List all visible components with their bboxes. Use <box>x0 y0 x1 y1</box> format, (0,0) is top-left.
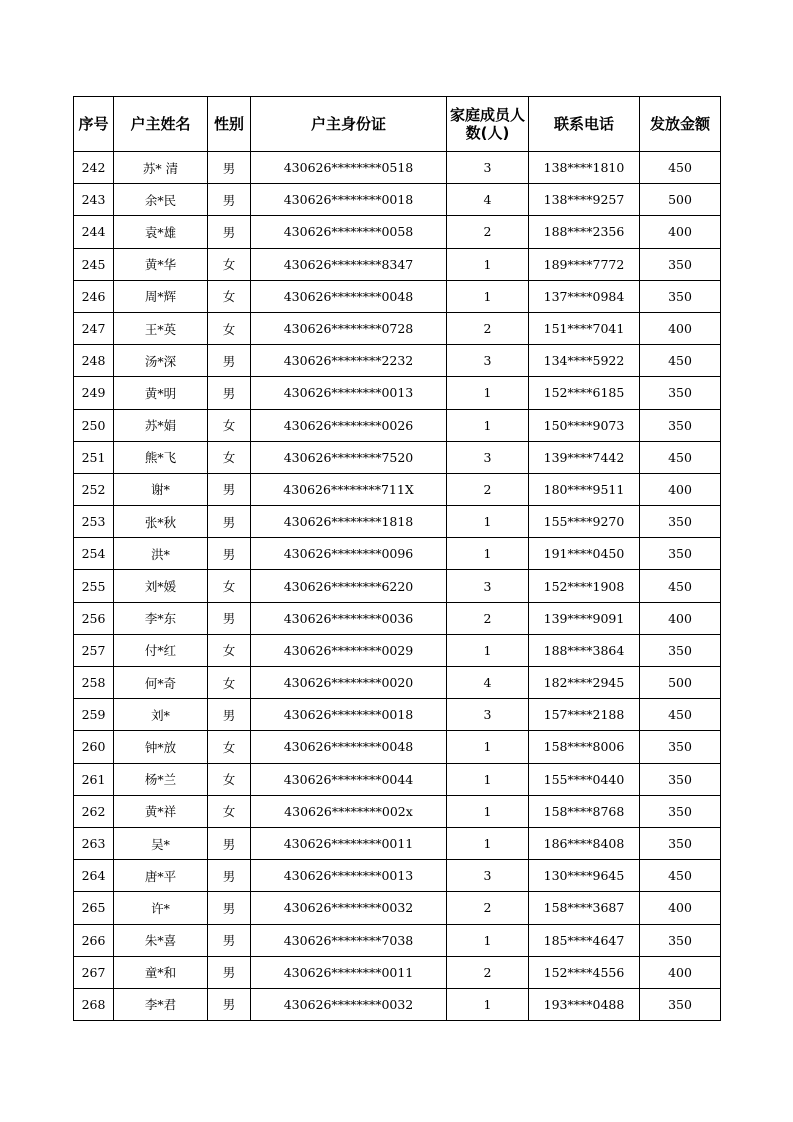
cell-phone: 189****7772 <box>529 248 640 280</box>
cell-phone: 180****9511 <box>529 473 640 505</box>
cell-gender: 女 <box>208 280 251 312</box>
cell-family-members: 1 <box>447 280 529 312</box>
cell-serial-number: 251 <box>74 441 114 473</box>
cell-family-members: 1 <box>447 409 529 441</box>
cell-id-number: 430626********7038 <box>251 924 447 956</box>
cell-family-members: 1 <box>447 377 529 409</box>
cell-householder-name: 钟*放 <box>114 731 208 763</box>
cell-family-members: 3 <box>447 570 529 602</box>
cell-gender: 女 <box>208 312 251 344</box>
cell-gender: 女 <box>208 441 251 473</box>
cell-phone: 151****7041 <box>529 312 640 344</box>
cell-gender: 女 <box>208 667 251 699</box>
cell-householder-name: 苏* 清 <box>114 152 208 184</box>
cell-id-number: 430626********0032 <box>251 892 447 924</box>
cell-amount: 450 <box>640 860 721 892</box>
cell-gender: 男 <box>208 860 251 892</box>
cell-phone: 155****9270 <box>529 506 640 538</box>
table-row <box>74 248 721 280</box>
cell-phone: 139****7442 <box>529 441 640 473</box>
cell-family-members: 3 <box>447 345 529 377</box>
cell-family-members: 1 <box>447 924 529 956</box>
cell-family-members: 1 <box>447 988 529 1020</box>
table-row <box>74 184 721 216</box>
cell-gender: 男 <box>208 184 251 216</box>
cell-serial-number: 257 <box>74 634 114 666</box>
cell-amount: 500 <box>640 184 721 216</box>
cell-id-number: 430626********0029 <box>251 634 447 666</box>
cell-id-number: 430626********0048 <box>251 280 447 312</box>
cell-phone: 150****9073 <box>529 409 640 441</box>
cell-serial-number: 261 <box>74 763 114 795</box>
header-serial-number: 序号 <box>74 97 114 152</box>
cell-serial-number: 252 <box>74 473 114 505</box>
cell-phone: 155****0440 <box>529 763 640 795</box>
cell-id-number: 430626********0026 <box>251 409 447 441</box>
cell-serial-number: 259 <box>74 699 114 731</box>
cell-amount: 350 <box>640 506 721 538</box>
table-header <box>74 97 721 152</box>
cell-gender: 男 <box>208 956 251 988</box>
cell-householder-name: 黄*华 <box>114 248 208 280</box>
cell-phone: 134****5922 <box>529 345 640 377</box>
cell-serial-number: 255 <box>74 570 114 602</box>
cell-gender: 男 <box>208 216 251 248</box>
cell-householder-name: 刘* <box>114 699 208 731</box>
cell-family-members: 3 <box>447 152 529 184</box>
cell-gender: 男 <box>208 473 251 505</box>
cell-serial-number: 254 <box>74 538 114 570</box>
cell-serial-number: 262 <box>74 795 114 827</box>
cell-householder-name: 张*秋 <box>114 506 208 538</box>
cell-amount: 400 <box>640 602 721 634</box>
cell-serial-number: 264 <box>74 860 114 892</box>
cell-amount: 450 <box>640 345 721 377</box>
cell-phone: 188****3864 <box>529 634 640 666</box>
header-family-members: 家庭成员人数(人) <box>447 97 529 152</box>
cell-family-members: 2 <box>447 473 529 505</box>
cell-householder-name: 周*辉 <box>114 280 208 312</box>
cell-family-members: 4 <box>447 184 529 216</box>
cell-family-members: 1 <box>447 827 529 859</box>
table-row <box>74 667 721 699</box>
cell-phone: 186****8408 <box>529 827 640 859</box>
table-row <box>74 956 721 988</box>
table-row <box>74 280 721 312</box>
cell-householder-name: 黄*明 <box>114 377 208 409</box>
cell-householder-name: 唐*平 <box>114 860 208 892</box>
cell-householder-name: 苏*娟 <box>114 409 208 441</box>
cell-serial-number: 268 <box>74 988 114 1020</box>
cell-amount: 350 <box>640 763 721 795</box>
table-row <box>74 570 721 602</box>
table-row <box>74 312 721 344</box>
cell-serial-number: 249 <box>74 377 114 409</box>
cell-id-number: 430626********0044 <box>251 763 447 795</box>
cell-amount: 350 <box>640 731 721 763</box>
cell-amount: 400 <box>640 892 721 924</box>
cell-householder-name: 熊*飞 <box>114 441 208 473</box>
cell-amount: 450 <box>640 570 721 602</box>
cell-householder-name: 吴* <box>114 827 208 859</box>
cell-id-number: 430626********0013 <box>251 860 447 892</box>
cell-gender: 女 <box>208 409 251 441</box>
cell-serial-number: 245 <box>74 248 114 280</box>
cell-family-members: 1 <box>447 506 529 538</box>
header-householder-name: 户主姓名 <box>114 97 208 152</box>
cell-id-number: 430626********6220 <box>251 570 447 602</box>
cell-amount: 400 <box>640 216 721 248</box>
cell-gender: 男 <box>208 892 251 924</box>
cell-serial-number: 258 <box>74 667 114 699</box>
cell-gender: 男 <box>208 345 251 377</box>
cell-phone: 158****8768 <box>529 795 640 827</box>
cell-householder-name: 杨*兰 <box>114 763 208 795</box>
cell-amount: 350 <box>640 248 721 280</box>
cell-householder-name: 李*东 <box>114 602 208 634</box>
cell-id-number: 430626********0048 <box>251 731 447 763</box>
table-row <box>74 602 721 634</box>
cell-gender: 女 <box>208 763 251 795</box>
cell-amount: 350 <box>640 988 721 1020</box>
cell-id-number: 430626********0036 <box>251 602 447 634</box>
cell-serial-number: 242 <box>74 152 114 184</box>
cell-family-members: 3 <box>447 699 529 731</box>
cell-gender: 男 <box>208 538 251 570</box>
cell-amount: 350 <box>640 538 721 570</box>
cell-serial-number: 267 <box>74 956 114 988</box>
header-row <box>74 97 721 152</box>
cell-family-members: 1 <box>447 731 529 763</box>
table-body <box>74 152 721 1021</box>
cell-householder-name: 余*民 <box>114 184 208 216</box>
cell-family-members: 2 <box>447 956 529 988</box>
table-row <box>74 795 721 827</box>
header-phone: 联系电话 <box>529 97 640 152</box>
cell-id-number: 430626********0018 <box>251 699 447 731</box>
cell-gender: 男 <box>208 924 251 956</box>
cell-amount: 400 <box>640 473 721 505</box>
cell-id-number: 430626********0020 <box>251 667 447 699</box>
table-row <box>74 473 721 505</box>
cell-phone: 152****1908 <box>529 570 640 602</box>
cell-family-members: 2 <box>447 216 529 248</box>
table-row <box>74 827 721 859</box>
table-row <box>74 924 721 956</box>
cell-phone: 137****0984 <box>529 280 640 312</box>
cell-id-number: 430626********0096 <box>251 538 447 570</box>
cell-phone: 182****2945 <box>529 667 640 699</box>
cell-householder-name: 王*英 <box>114 312 208 344</box>
cell-family-members: 1 <box>447 634 529 666</box>
cell-gender: 女 <box>208 731 251 763</box>
cell-amount: 400 <box>640 312 721 344</box>
cell-family-members: 3 <box>447 860 529 892</box>
cell-id-number: 430626********0728 <box>251 312 447 344</box>
cell-id-number: 430626********711X <box>251 473 447 505</box>
cell-householder-name: 谢* <box>114 473 208 505</box>
cell-householder-name: 何*奇 <box>114 667 208 699</box>
cell-serial-number: 250 <box>74 409 114 441</box>
cell-amount: 350 <box>640 280 721 312</box>
cell-phone: 130****9645 <box>529 860 640 892</box>
cell-id-number: 430626********2232 <box>251 345 447 377</box>
cell-phone: 157****2188 <box>529 699 640 731</box>
cell-phone: 185****4647 <box>529 924 640 956</box>
cell-phone: 152****4556 <box>529 956 640 988</box>
table-row <box>74 441 721 473</box>
cell-id-number: 430626********7520 <box>251 441 447 473</box>
cell-amount: 500 <box>640 667 721 699</box>
cell-serial-number: 246 <box>74 280 114 312</box>
cell-gender: 男 <box>208 699 251 731</box>
cell-phone: 188****2356 <box>529 216 640 248</box>
header-amount: 发放金额 <box>640 97 721 152</box>
cell-householder-name: 袁*雄 <box>114 216 208 248</box>
table-row <box>74 731 721 763</box>
cell-gender: 男 <box>208 988 251 1020</box>
cell-serial-number: 266 <box>74 924 114 956</box>
cell-gender: 女 <box>208 570 251 602</box>
cell-gender: 女 <box>208 634 251 666</box>
table-row <box>74 216 721 248</box>
cell-gender: 男 <box>208 602 251 634</box>
cell-id-number: 430626********002x <box>251 795 447 827</box>
cell-phone: 191****0450 <box>529 538 640 570</box>
table-row <box>74 763 721 795</box>
cell-serial-number: 247 <box>74 312 114 344</box>
cell-id-number: 430626********0011 <box>251 827 447 859</box>
cell-householder-name: 朱*喜 <box>114 924 208 956</box>
cell-family-members: 2 <box>447 312 529 344</box>
cell-householder-name: 李*君 <box>114 988 208 1020</box>
table-row <box>74 634 721 666</box>
cell-householder-name: 付*红 <box>114 634 208 666</box>
cell-householder-name: 童*和 <box>114 956 208 988</box>
cell-phone: 158****8006 <box>529 731 640 763</box>
cell-family-members: 1 <box>447 763 529 795</box>
cell-serial-number: 244 <box>74 216 114 248</box>
cell-gender: 男 <box>208 152 251 184</box>
cell-householder-name: 洪* <box>114 538 208 570</box>
cell-amount: 350 <box>640 634 721 666</box>
cell-gender: 男 <box>208 377 251 409</box>
cell-phone: 138****9257 <box>529 184 640 216</box>
cell-amount: 350 <box>640 409 721 441</box>
cell-amount: 350 <box>640 795 721 827</box>
cell-serial-number: 260 <box>74 731 114 763</box>
cell-family-members: 1 <box>447 795 529 827</box>
cell-householder-name: 汤*深 <box>114 345 208 377</box>
table-row <box>74 538 721 570</box>
cell-householder-name: 许* <box>114 892 208 924</box>
cell-amount: 450 <box>640 441 721 473</box>
cell-phone: 158****3687 <box>529 892 640 924</box>
cell-amount: 400 <box>640 956 721 988</box>
cell-serial-number: 248 <box>74 345 114 377</box>
cell-serial-number: 253 <box>74 506 114 538</box>
subsidy-table <box>73 96 721 1021</box>
cell-phone: 193****0488 <box>529 988 640 1020</box>
cell-phone: 139****9091 <box>529 602 640 634</box>
cell-gender: 男 <box>208 827 251 859</box>
table-row <box>74 409 721 441</box>
table-row <box>74 988 721 1020</box>
cell-gender: 女 <box>208 795 251 827</box>
cell-id-number: 430626********0518 <box>251 152 447 184</box>
cell-phone: 152****6185 <box>529 377 640 409</box>
cell-amount: 350 <box>640 827 721 859</box>
table-row <box>74 892 721 924</box>
cell-id-number: 430626********0018 <box>251 184 447 216</box>
cell-id-number: 430626********8347 <box>251 248 447 280</box>
cell-family-members: 2 <box>447 892 529 924</box>
cell-id-number: 430626********0032 <box>251 988 447 1020</box>
cell-serial-number: 256 <box>74 602 114 634</box>
cell-id-number: 430626********1818 <box>251 506 447 538</box>
cell-amount: 450 <box>640 152 721 184</box>
table-row <box>74 506 721 538</box>
cell-householder-name: 黄*祥 <box>114 795 208 827</box>
table-row <box>74 345 721 377</box>
cell-family-members: 1 <box>447 248 529 280</box>
header-id-number: 户主身份证 <box>251 97 447 152</box>
cell-householder-name: 刘*媛 <box>114 570 208 602</box>
cell-phone: 138****1810 <box>529 152 640 184</box>
cell-id-number: 430626********0013 <box>251 377 447 409</box>
cell-id-number: 430626********0058 <box>251 216 447 248</box>
table-row <box>74 860 721 892</box>
cell-amount: 450 <box>640 699 721 731</box>
cell-gender: 女 <box>208 248 251 280</box>
header-gender: 性别 <box>208 97 251 152</box>
table-row <box>74 377 721 409</box>
cell-family-members: 3 <box>447 441 529 473</box>
cell-family-members: 4 <box>447 667 529 699</box>
cell-serial-number: 243 <box>74 184 114 216</box>
cell-serial-number: 265 <box>74 892 114 924</box>
table-row <box>74 699 721 731</box>
cell-id-number: 430626********0011 <box>251 956 447 988</box>
cell-family-members: 2 <box>447 602 529 634</box>
cell-serial-number: 263 <box>74 827 114 859</box>
table-row <box>74 152 721 184</box>
cell-amount: 350 <box>640 924 721 956</box>
cell-gender: 男 <box>208 506 251 538</box>
cell-family-members: 1 <box>447 538 529 570</box>
cell-amount: 350 <box>640 377 721 409</box>
